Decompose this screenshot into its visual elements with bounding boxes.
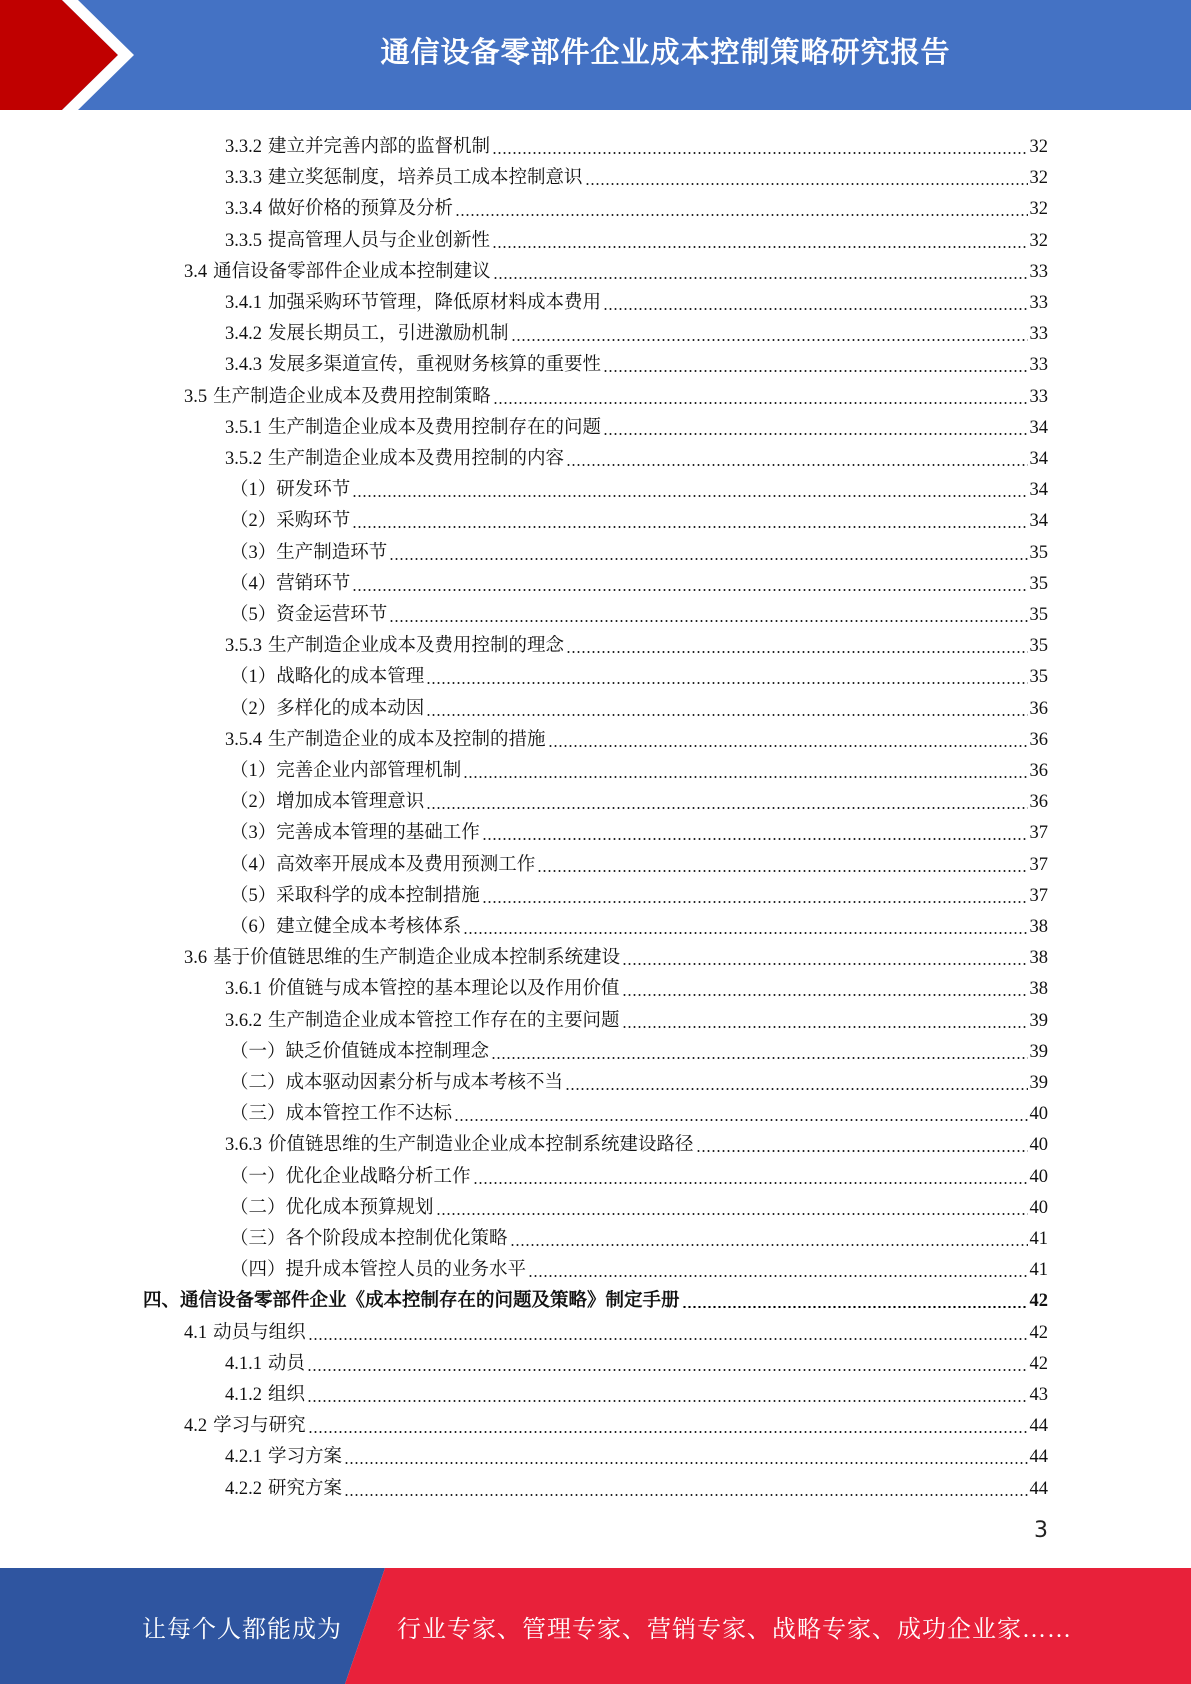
toc-entry-number: 3.4.1 [225, 293, 262, 313]
toc-entry-page: 34 [1029, 511, 1048, 532]
toc-entry[interactable] [230, 470, 1048, 501]
toc-dot-leader [307, 1369, 1027, 1371]
toc-entry[interactable] [230, 595, 1048, 626]
toc-entry-page: 32 [1029, 168, 1048, 189]
page-number: 3 [1034, 1518, 1048, 1543]
toc-dot-leader [511, 339, 1028, 341]
toc-entry-number: 3.4.3 [225, 355, 262, 376]
toc-entry[interactable] [230, 657, 1048, 688]
toc-entry[interactable] [230, 782, 1048, 813]
toc-dot-leader [473, 1182, 1028, 1184]
toc-entry[interactable] [230, 564, 1048, 595]
toc-entry[interactable] [184, 1406, 1048, 1437]
toc-entry-number: 3.6.3 [225, 1135, 262, 1156]
toc-entry-page: 43 [1029, 1385, 1048, 1405]
toc-entry-title: （1）完善企业内部管理机制 [230, 761, 462, 781]
toc-dot-leader [492, 152, 1027, 154]
toc-entry-title: 研究方案 [268, 1478, 343, 1499]
toc-entry[interactable] [225, 1344, 1048, 1375]
toc-entry-title: 通信设备零部件企业成本控制建议 [213, 261, 491, 282]
toc-entry-page: 44 [1029, 1447, 1048, 1468]
toc-entry-page: 36 [1029, 729, 1048, 750]
toc-dot-leader [352, 495, 1027, 497]
toc-entry[interactable] [230, 501, 1048, 532]
toc-dot-leader [389, 620, 1027, 622]
toc-entry[interactable] [225, 1001, 1048, 1032]
toc-entry[interactable] [225, 1375, 1048, 1406]
toc-dot-leader [463, 932, 1027, 934]
toc-entry-title: 生产制造企业成本及费用控制存在的问题 [268, 417, 602, 438]
toc-dot-leader [548, 745, 1028, 747]
toc-dot-leader [492, 246, 1027, 248]
toc-entry-page: 33 [1029, 355, 1048, 376]
toc-entry[interactable] [230, 1188, 1048, 1219]
toc-entry-number: 3.4 [184, 261, 208, 282]
toc-dot-leader [493, 277, 1028, 279]
toc-entry-number: 3.3.4 [225, 199, 262, 220]
toc-entry-title: （三）成本管控工作不达标 [230, 1104, 453, 1125]
toc-entry-page: 39 [1029, 1041, 1048, 1062]
toc-dot-leader [491, 1057, 1027, 1059]
toc-entry-number: 3.5.1 [225, 417, 262, 438]
toc-dot-leader [622, 994, 1028, 996]
document-title: 通信设备零部件企业成本控制策略研究报告 [380, 34, 951, 69]
toc-dot-leader [603, 370, 1027, 372]
toc-entry-title: （1）战略化的成本管理 [230, 667, 425, 688]
toc-dot-leader [603, 433, 1027, 435]
toc-dot-leader [696, 1150, 1028, 1152]
toc-entry[interactable] [230, 689, 1048, 720]
toc-entry-page: 37 [1029, 823, 1048, 844]
toc-entry-title: 提高管理人员与企业创新性 [268, 230, 491, 251]
toc-entry-title: 发展长期员工，引进激励机制 [268, 324, 509, 345]
toc-entry-number: 4.1.2 [225, 1385, 262, 1405]
toc-entry-number: 3.6 [184, 948, 208, 969]
toc-dot-leader [352, 526, 1027, 528]
toc-entry-title: （4）高效率开展成本及费用预测工作 [230, 854, 536, 875]
toc-entry[interactable] [230, 751, 1048, 782]
toc-entry-title: 生产制造企业成本及费用控制的内容 [268, 449, 565, 469]
toc-entry-page: 42 [1029, 1322, 1048, 1343]
toc-entry-title: 基于价值链思维的生产制造企业成本控制系统建设 [213, 948, 621, 969]
toc-entry-page: 33 [1029, 261, 1048, 282]
toc-dot-leader [352, 589, 1027, 591]
toc-entry-page: 39 [1029, 1010, 1048, 1031]
page-header [0, 0, 1191, 110]
toc-entry[interactable] [225, 189, 1048, 220]
toc-entry[interactable] [230, 1157, 1048, 1188]
toc-entry-title: （4）营销环节 [230, 573, 351, 594]
toc-entry[interactable] [230, 907, 1048, 938]
footer-slogan-right: 行业专家、管理专家、营销专家、战略专家、成功企业家…… [397, 1616, 1072, 1643]
toc-entry-title: 加强采购环节管理，降低原材料成本费用 [268, 293, 602, 313]
toc-entry-title: 价值链思维的生产制造业企业成本控制系统建设路径 [268, 1135, 694, 1156]
toc-entry[interactable] [225, 969, 1048, 1000]
toc-entry-title: 动员 [268, 1353, 306, 1374]
toc-entry[interactable] [225, 314, 1048, 345]
toc-entry-page: 37 [1029, 854, 1048, 875]
toc-entry-title: 组织 [268, 1385, 306, 1405]
toc-entry[interactable] [184, 252, 1048, 283]
toc-entry-page: 36 [1029, 761, 1048, 781]
toc-entry-page: 44 [1029, 1478, 1048, 1499]
toc-entry-page: 36 [1029, 792, 1048, 813]
toc-entry-title: （三）各个阶段成本控制优化策略 [230, 1229, 508, 1249]
toc-entry-page: 35 [1029, 667, 1048, 688]
toc-entry-title: （2）采购环节 [230, 511, 351, 532]
toc-entry-number: 3.5.4 [225, 729, 262, 750]
toc-entry[interactable] [225, 1469, 1048, 1500]
toc-entry-number: 3.5.3 [225, 636, 262, 657]
toc-entry[interactable] [184, 1313, 1048, 1344]
toc-entry[interactable] [143, 1281, 1048, 1312]
toc-entry-number: 4.2.2 [225, 1478, 262, 1499]
toc-dot-leader [482, 901, 1028, 903]
toc-dot-leader [426, 714, 1027, 716]
toc-dot-leader [307, 1400, 1027, 1402]
toc-entry-title: 动员与组织 [213, 1322, 306, 1343]
toc-entry-title: 发展多渠道宣传，重视财务核算的重要性 [268, 355, 602, 376]
toc-entry-page: 35 [1029, 636, 1048, 657]
toc-entry-page: 34 [1029, 449, 1048, 469]
toc-entry-title: （2）增加成本管理意识 [230, 792, 425, 813]
toc-entry-title: 生产制造企业的成本及控制的措施 [268, 729, 546, 750]
toc-entry-number: 3.6.2 [225, 1010, 262, 1031]
toc-entry-number: 4.2 [184, 1416, 208, 1437]
header-arrow-decoration [0, 0, 160, 110]
toc-dot-leader [308, 1431, 1028, 1433]
toc-entry-page: 35 [1029, 573, 1048, 594]
toc-entry[interactable] [225, 439, 1048, 470]
toc-dot-leader [308, 1338, 1028, 1340]
toc-entry[interactable] [225, 221, 1048, 252]
toc-entry[interactable] [225, 626, 1048, 657]
toc-entry-page: 40 [1029, 1104, 1048, 1125]
toc-entry-title: （5）资金运营环节 [230, 605, 388, 625]
toc-entry-number: 4.1.1 [225, 1353, 262, 1374]
toc-entry-page: 35 [1029, 542, 1048, 563]
toc-dot-leader [426, 807, 1027, 809]
toc-entry-title: 建立奖惩制度，培养员工成本控制意识 [268, 168, 583, 189]
toc-entry-title: （6）建立健全成本考核体系 [230, 917, 462, 937]
toc-entry-number: 3.5.2 [225, 449, 262, 469]
toc-entry-title: 生产制造企业成本管控工作存在的主要问题 [268, 1010, 620, 1031]
toc-dot-leader [528, 1275, 1027, 1277]
toc-entry-number: 3.4.2 [225, 324, 262, 345]
toc-entry-title: 生产制造企业成本及费用控制的理念 [268, 636, 565, 657]
toc-entry[interactable] [225, 158, 1048, 189]
toc-entry-number: 3.3.3 [225, 168, 262, 189]
toc-entry-title: 学习与研究 [213, 1416, 306, 1437]
toc-dot-leader [344, 1494, 1027, 1496]
toc-entry-page: 38 [1029, 979, 1048, 1000]
toc-entry[interactable] [225, 127, 1048, 158]
toc-entry-page: 37 [1029, 885, 1048, 906]
toc-entry[interactable] [230, 845, 1048, 876]
toc-entry[interactable] [225, 1125, 1048, 1156]
toc-entry[interactable] [230, 876, 1048, 907]
toc-entry[interactable] [230, 1219, 1048, 1250]
toc-entry[interactable] [184, 377, 1048, 408]
toc-entry-number: 3.3.5 [225, 230, 262, 251]
toc-entry-page: 32 [1029, 199, 1048, 220]
toc-entry-title: （3）完善成本管理的基础工作 [230, 823, 480, 844]
toc-entry[interactable] [225, 283, 1048, 314]
toc-entry-page: 39 [1029, 1073, 1048, 1093]
toc-dot-leader [454, 1119, 1027, 1121]
toc-entry-page: 33 [1029, 386, 1048, 407]
toc-dot-leader [510, 1244, 1028, 1246]
toc-entry[interactable] [230, 533, 1048, 564]
toc-entry-page: 32 [1029, 230, 1048, 251]
toc-entry[interactable] [225, 720, 1048, 751]
toc-dot-leader [389, 558, 1027, 560]
toc-dot-leader [566, 651, 1027, 653]
toc-dot-leader [463, 776, 1027, 778]
toc-dot-leader [436, 1213, 1028, 1215]
toc-entry-page: 40 [1029, 1135, 1048, 1156]
toc-entry[interactable] [230, 1032, 1048, 1063]
toc-entry-page: 42 [1029, 1291, 1048, 1312]
toc-entry-page: 41 [1029, 1229, 1048, 1249]
toc-entry-title: （5）采取科学的成本控制措施 [230, 885, 480, 906]
toc-entry-page: 40 [1029, 1166, 1048, 1187]
toc-entry-page: 44 [1029, 1416, 1048, 1437]
toc-entry-number: 3.6.1 [225, 979, 262, 1000]
toc-entry-page: 38 [1029, 917, 1048, 937]
toc-dot-leader [565, 1088, 1027, 1090]
footer-slogan-left: 让每个人都能成为 [142, 1616, 342, 1643]
toc-entry[interactable] [230, 1063, 1048, 1094]
toc-entry-title: 建立并完善内部的监督机制 [268, 137, 491, 157]
toc-entry-title: （四）提升成本管控人员的业务水平 [230, 1260, 527, 1281]
toc-entry-page: 40 [1029, 1197, 1048, 1218]
toc-entry-title: （1）研发环节 [230, 480, 351, 501]
toc-dot-leader [344, 1462, 1027, 1464]
toc-dot-leader [537, 870, 1027, 872]
toc-dot-leader [682, 1306, 1028, 1308]
toc-entry-title: 四、通信设备零部件企业《成本控制存在的问题及策略》制定手册 [143, 1291, 680, 1312]
toc-dot-leader [566, 464, 1027, 466]
toc-entry-number: 3.3.2 [225, 137, 262, 157]
toc-entry-title: （一）优化企业战略分析工作 [230, 1166, 471, 1187]
toc-dot-leader [482, 838, 1028, 840]
toc-entry-page: 38 [1029, 948, 1048, 969]
toc-entry-page: 33 [1029, 293, 1048, 313]
toc-entry-page: 34 [1029, 417, 1048, 438]
toc-entry-title: 学习方案 [268, 1447, 343, 1468]
toc-dot-leader [585, 183, 1028, 185]
toc-entry-number: 4.2.1 [225, 1447, 262, 1468]
toc-dot-leader [622, 963, 1027, 965]
toc-entry[interactable] [225, 408, 1048, 439]
page-footer [0, 1568, 1191, 1684]
toc-entry[interactable] [225, 345, 1048, 376]
toc-entry-title: （2）多样化的成本动因 [230, 698, 425, 719]
toc-dot-leader [455, 214, 1027, 216]
toc-entry[interactable] [225, 1437, 1048, 1468]
toc-entry[interactable] [230, 813, 1048, 844]
toc-dot-leader [493, 402, 1028, 404]
toc-entry-page: 33 [1029, 324, 1048, 345]
toc-entry[interactable] [230, 1250, 1048, 1281]
toc-entry-number: 4.1 [184, 1322, 208, 1343]
toc-dot-leader [622, 1026, 1028, 1028]
toc-entry-title: 价值链与成本管控的基本理论以及作用价值 [268, 979, 620, 1000]
toc-entry[interactable] [184, 938, 1048, 969]
toc-entry-title: 做好价格的预算及分析 [268, 199, 454, 220]
toc-entry-title: （一）缺乏价值链成本控制理念 [230, 1041, 490, 1062]
toc-entry-title: （二）优化成本预算规划 [230, 1197, 434, 1218]
toc-entry-title: （二）成本驱动因素分析与成本考核不当 [230, 1073, 564, 1093]
toc-entry-title: 生产制造企业成本及费用控制策略 [213, 386, 491, 407]
toc-dot-leader [603, 308, 1027, 310]
toc-entry-number: 3.5 [184, 386, 208, 407]
toc-entry-page: 36 [1029, 698, 1048, 719]
toc-entry-page: 42 [1029, 1353, 1048, 1374]
toc-entry-page: 34 [1029, 480, 1048, 501]
toc-entry-page: 35 [1029, 605, 1048, 625]
toc-entry-title: （3）生产制造环节 [230, 542, 388, 563]
toc-entry-page: 41 [1029, 1260, 1048, 1281]
toc-dot-leader [426, 682, 1027, 684]
toc-entry[interactable] [230, 1094, 1048, 1125]
toc-entry-page: 32 [1029, 137, 1048, 157]
